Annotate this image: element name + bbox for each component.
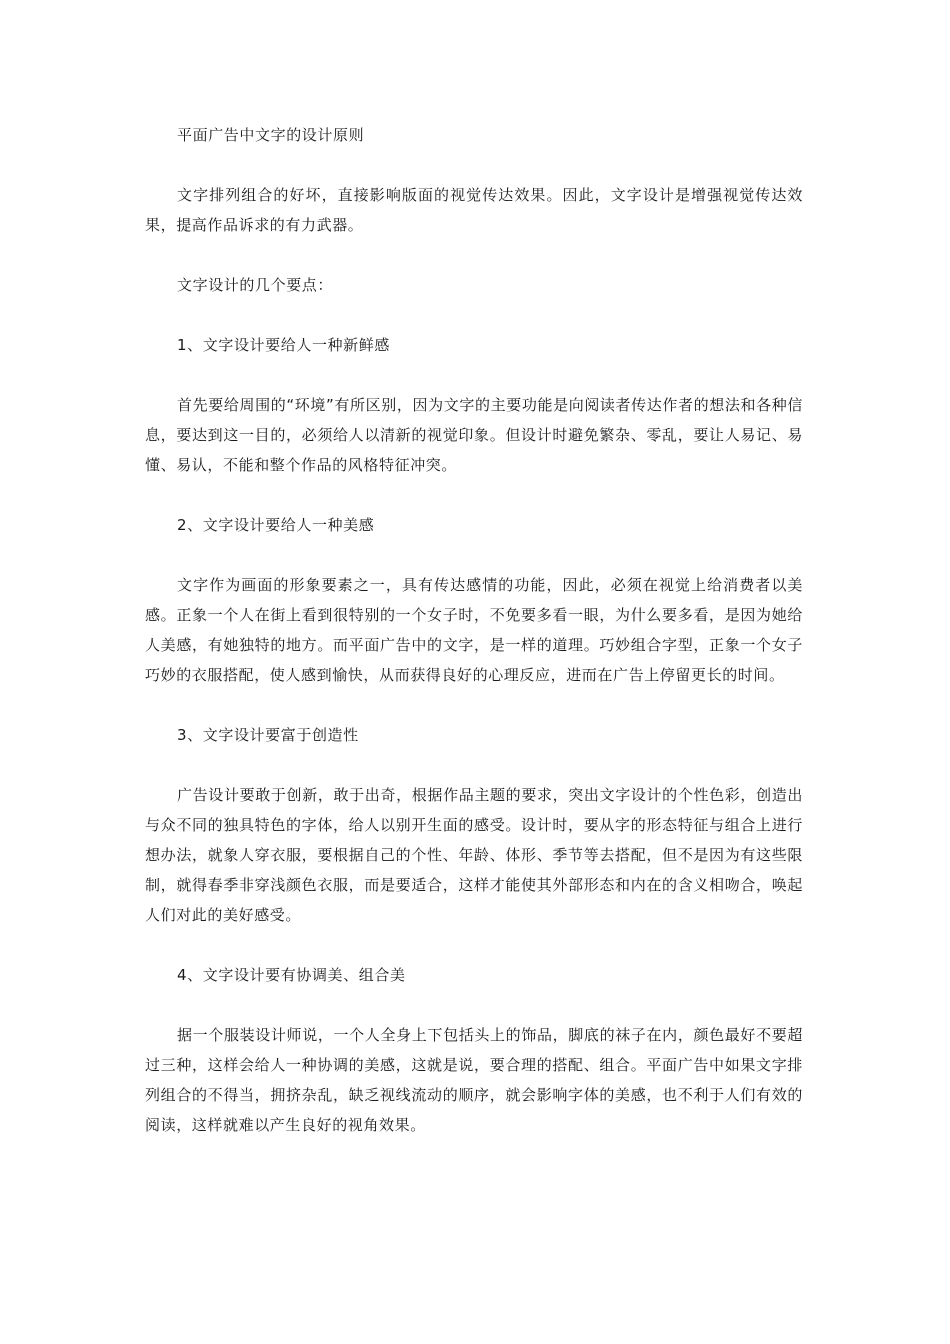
section-3-heading: 3、文字设计要富于创造性 [177,726,359,744]
section-2-heading: 2、文字设计要给人一种美感 [177,516,375,534]
document-page [145,120,803,1170]
section-3-body: 广告设计要敢于创新，敢于出奇，根据作品主题的要求，突出文字设计的个性色彩，创造出与众不同的独具特色的字体，给人以别开生面的感受。设计时，要从字的形态特征与组合上进行想办法，就象人穿衣服，要根据自己的个性、年龄、体形、季节等去搭配，但不是因为有这些限制，就得春季非穿浅颜色衣服，而是要适合，这样才能使其外部形态和内在的含义相吻合，唤起人们对此的美好感受。 [145,786,803,924]
points-heading: 文字设计的几个要点： [177,276,334,294]
section-4-heading: 4、文字设计要有协调美、组合美 [177,966,406,984]
section-1-heading: 1、文字设计要给人一种新鲜感 [177,336,390,354]
section-2-body: 文字作为画面的形象要素之一，具有传达感情的功能，因此，必须在视觉上给消费者以美感。正象一个人在街上看到很特别的一个女子时，不免要多看一眼，为什么要多看，是因为她给人美感，有她独特的地方。而平面广告中的文字，是一样的道理。巧妙组合字型，正象一个女子巧妙的衣服搭配，使人感到愉快，从而获得良好的心理反应，进而在广告上停留更长的时间。 [145,576,803,684]
section-4-body: 据一个服装设计师说，一个人全身上下包括头上的饰品，脚底的袜子在内，颜色最好不要超过三种，这样会给人一种协调的美感，这就是说，要合理的搭配、组合。平面广告中如果文字排列组合的不得当，拥挤杂乱，缺乏视线流动的顺序，就会影响字体的美感，也不利于人们有效的阅读，这样就难以产生良好的视角效果。 [145,1026,803,1134]
intro-paragraph: 文字排列组合的好坏，直接影响版面的视觉传达效果。因此，文字设计是增强视觉传达效果，提高作品诉求的有力武器。 [145,186,803,234]
document-title: 平面广告中文字的设计原则 [177,126,365,144]
section-1-body: 首先要给周围的“环境”有所区别，因为文字的主要功能是向阅读者传达作者的想法和各种信息，要达到这一目的，必须给人以清新的视觉印象。但设计时避免繁杂、零乱，要让人易记、易懂、易认，不能和整个作品的风格特征冲突。 [145,396,803,474]
